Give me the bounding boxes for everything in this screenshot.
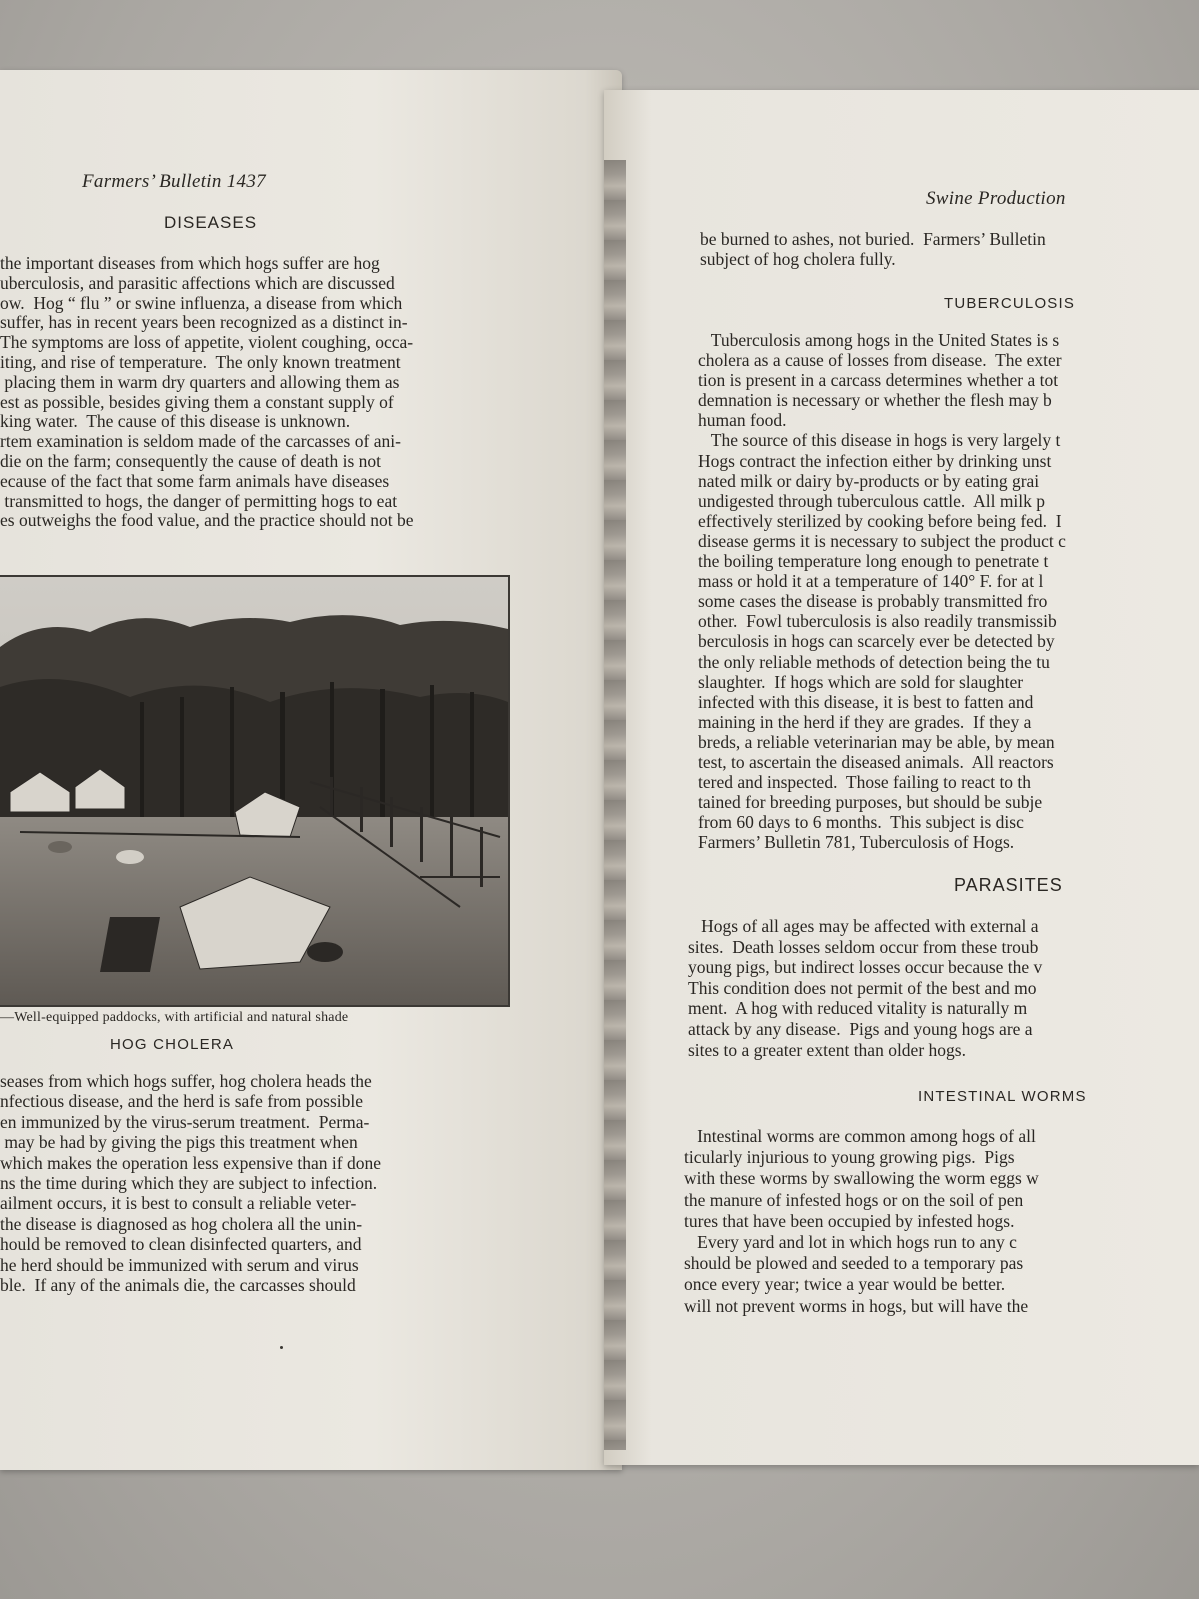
text-line: est as possible, besides giving them a constant supply of <box>0 391 394 412</box>
diseases-paragraph <box>0 254 540 531</box>
text-line: The source of this disease in hogs is very largely t <box>698 430 1061 451</box>
text-line: en immunized by the virus-serum treatment. Perma- <box>0 1111 370 1132</box>
text-line: ment. A hog with reduced vitality is naturally m <box>688 998 1028 1019</box>
text-line: transmitted to hogs, the danger of permitting hogs to eat <box>0 490 398 511</box>
diseases-heading: DISEASES <box>164 213 258 232</box>
text-line: should be plowed and seeded to a temporary pas <box>684 1253 1024 1274</box>
text-line: infected with this disease, it is best to fatten and <box>698 691 1034 712</box>
text-line: tures that have been occupied by infested hogs. <box>684 1210 1015 1231</box>
text-line: Farmers’ Bulletin 781, Tuberculosis of Hogs. <box>698 832 1015 853</box>
text-line: the important diseases from which hogs suffer are hog <box>0 254 380 273</box>
text-line: the only reliable methods of detection being the tu <box>698 651 1050 672</box>
text-line: some cases the disease is probably transmitted fro <box>698 591 1048 612</box>
text-line: placing them in warm dry quarters and allowing them as <box>0 371 400 392</box>
text-line: This condition does not permit of the best and mo <box>688 977 1037 998</box>
text-line: king water. The cause of this disease is unknown. <box>0 411 351 432</box>
tuberculosis-heading: TUBERCULOSIS <box>944 295 1076 312</box>
text-line: es outweighs the food value, and the practice should not be <box>0 510 414 531</box>
left-page <box>0 70 622 1470</box>
text-line: young pigs, but indirect losses occur because the v <box>688 957 1043 978</box>
text-line: he herd should be immunized with serum and virus <box>0 1254 359 1275</box>
intestinal-worms-paragraph <box>684 1126 1199 1317</box>
text-line: the manure of infested hogs or on the soil of pen <box>684 1189 1024 1210</box>
text-line: nated milk or dairy by-products or by eating grai <box>698 470 1040 491</box>
text-line: maining in the herd if they are grades. If they a <box>698 711 1032 732</box>
text-line: Intestinal worms are common among hogs of all <box>684 1126 1036 1146</box>
text-line: Hogs of all ages may be affected with external a <box>688 916 1039 936</box>
text-line: attack by any disease. Pigs and young hogs are a <box>688 1018 1033 1039</box>
right-running-head: Swine Production <box>926 188 1066 209</box>
text-line: rtem examination is seldom made of the carcasses of ani- <box>0 431 401 452</box>
text-line: tered and inspected. Those failing to react to th <box>698 772 1032 793</box>
tuberculosis-paragraph <box>698 330 1199 852</box>
text-line: the boiling temperature long enough to penetrate t <box>698 551 1049 572</box>
text-line: ecause of the fact that some farm animals have diseases <box>0 470 390 491</box>
text-line: die on the farm; consequently the cause of death is not <box>0 450 381 471</box>
parasites-paragraph <box>688 916 1199 1060</box>
text-line: ble. If any of the animals die, the carcasses should <box>0 1275 356 1296</box>
text-line: human food. <box>698 410 787 431</box>
text-line: from 60 days to 6 months. This subject is disc <box>698 812 1024 833</box>
text-line: will not prevent worms in hogs, but will have the <box>684 1295 1029 1316</box>
text-line: ailment occurs, it is best to consult a reliable veter- <box>0 1193 357 1214</box>
text-line: breds, a reliable veterinarian may be able, by mean <box>698 731 1055 752</box>
text-line: demnation is necessary or whether the flesh may b <box>698 390 1052 411</box>
paddocks-photo <box>0 575 510 1007</box>
text-line: test, to ascertain the diseased animals. All reactors <box>698 751 1054 772</box>
text-line: subject of hog cholera fully. <box>700 248 896 269</box>
torn-page-edge <box>604 160 626 1450</box>
text-line: Hogs contract the infection either by drinking unst <box>698 450 1052 471</box>
intro-paragraph <box>700 230 1199 270</box>
left-running-head: Farmers’ Bulletin 1437 <box>82 171 266 192</box>
text-line: disease germs it is necessary to subject the product c <box>698 530 1066 551</box>
text-line: sites to a greater extent than older hogs. <box>688 1039 966 1060</box>
text-line: seases from which hogs suffer, hog cholera heads the <box>0 1071 372 1091</box>
text-line: ow. Hog “ flu ” or swine influenza, a disease from which <box>0 292 403 313</box>
text-line: which makes the operation less expensive than if done <box>0 1152 382 1173</box>
paddocks-photo-image <box>0 577 508 1005</box>
right-page <box>604 90 1199 1465</box>
text-line: may be had by giving the pigs this treatment when <box>0 1132 358 1153</box>
text-line: mass or hold it at a temperature of 140° F. for at l <box>698 571 1044 592</box>
text-line: uberculosis, and parasitic affections which are discussed <box>0 272 395 293</box>
figure-caption: —Well-equipped paddocks, with artificial and natural shade <box>0 1010 349 1025</box>
hog-cholera-paragraph <box>0 1071 520 1295</box>
hog-cholera-heading: HOG CHOLERA <box>110 1036 235 1053</box>
text-line: slaughter. If hogs which are sold for slaughter <box>698 671 1024 692</box>
text-line: once every year; twice a year would be better. <box>684 1274 1006 1295</box>
text-line: tion is present in a carcass determines whether a tot <box>698 370 1059 391</box>
text-line: tained for breeding purposes, but should be subje <box>698 792 1043 813</box>
text-line: Tuberculosis among hogs in the United States is s <box>698 330 1060 350</box>
text-line: sites. Death losses seldom occur from these troub <box>688 936 1039 957</box>
page-speck <box>280 1346 283 1349</box>
text-line: undigested through tuberculous cattle. All milk p <box>698 490 1046 511</box>
text-line: suffer, has in recent years been recognized as a distinct in- <box>0 312 408 333</box>
text-line: ns the time during which they are subject to infection. <box>0 1173 378 1194</box>
text-line: Every yard and lot in which hogs run to any c <box>684 1232 1017 1253</box>
text-line: iting, and rise of temperature. The only known treatment <box>0 351 401 372</box>
text-line: the disease is diagnosed as hog cholera all the unin- <box>0 1213 363 1234</box>
text-line: ticularly injurious to young growing pigs. Pigs <box>684 1147 1015 1168</box>
text-line: berculosis in hogs can scarcely ever be detected by <box>698 631 1055 652</box>
text-line: with these worms by swallowing the worm eggs w <box>684 1168 1039 1189</box>
text-line: The symptoms are loss of appetite, violent coughing, occa- <box>0 332 414 353</box>
text-line: effectively sterilized by cooking before being fed. I <box>698 510 1062 531</box>
text-line: hould be removed to clean disinfected quarters, and <box>0 1234 362 1255</box>
parasites-heading: PARASITES <box>954 875 1063 895</box>
text-line: be burned to ashes, not buried. Farmers’ Bulletin <box>700 230 1046 249</box>
text-line: cholera as a cause of losses from disease. The exter <box>698 350 1062 371</box>
text-line: other. Fowl tuberculosis is also readily transmissib <box>698 611 1057 632</box>
text-line: nfectious disease, and the herd is safe from possible <box>0 1091 364 1112</box>
intestinal-worms-heading: INTESTINAL WORMS <box>918 1088 1087 1105</box>
